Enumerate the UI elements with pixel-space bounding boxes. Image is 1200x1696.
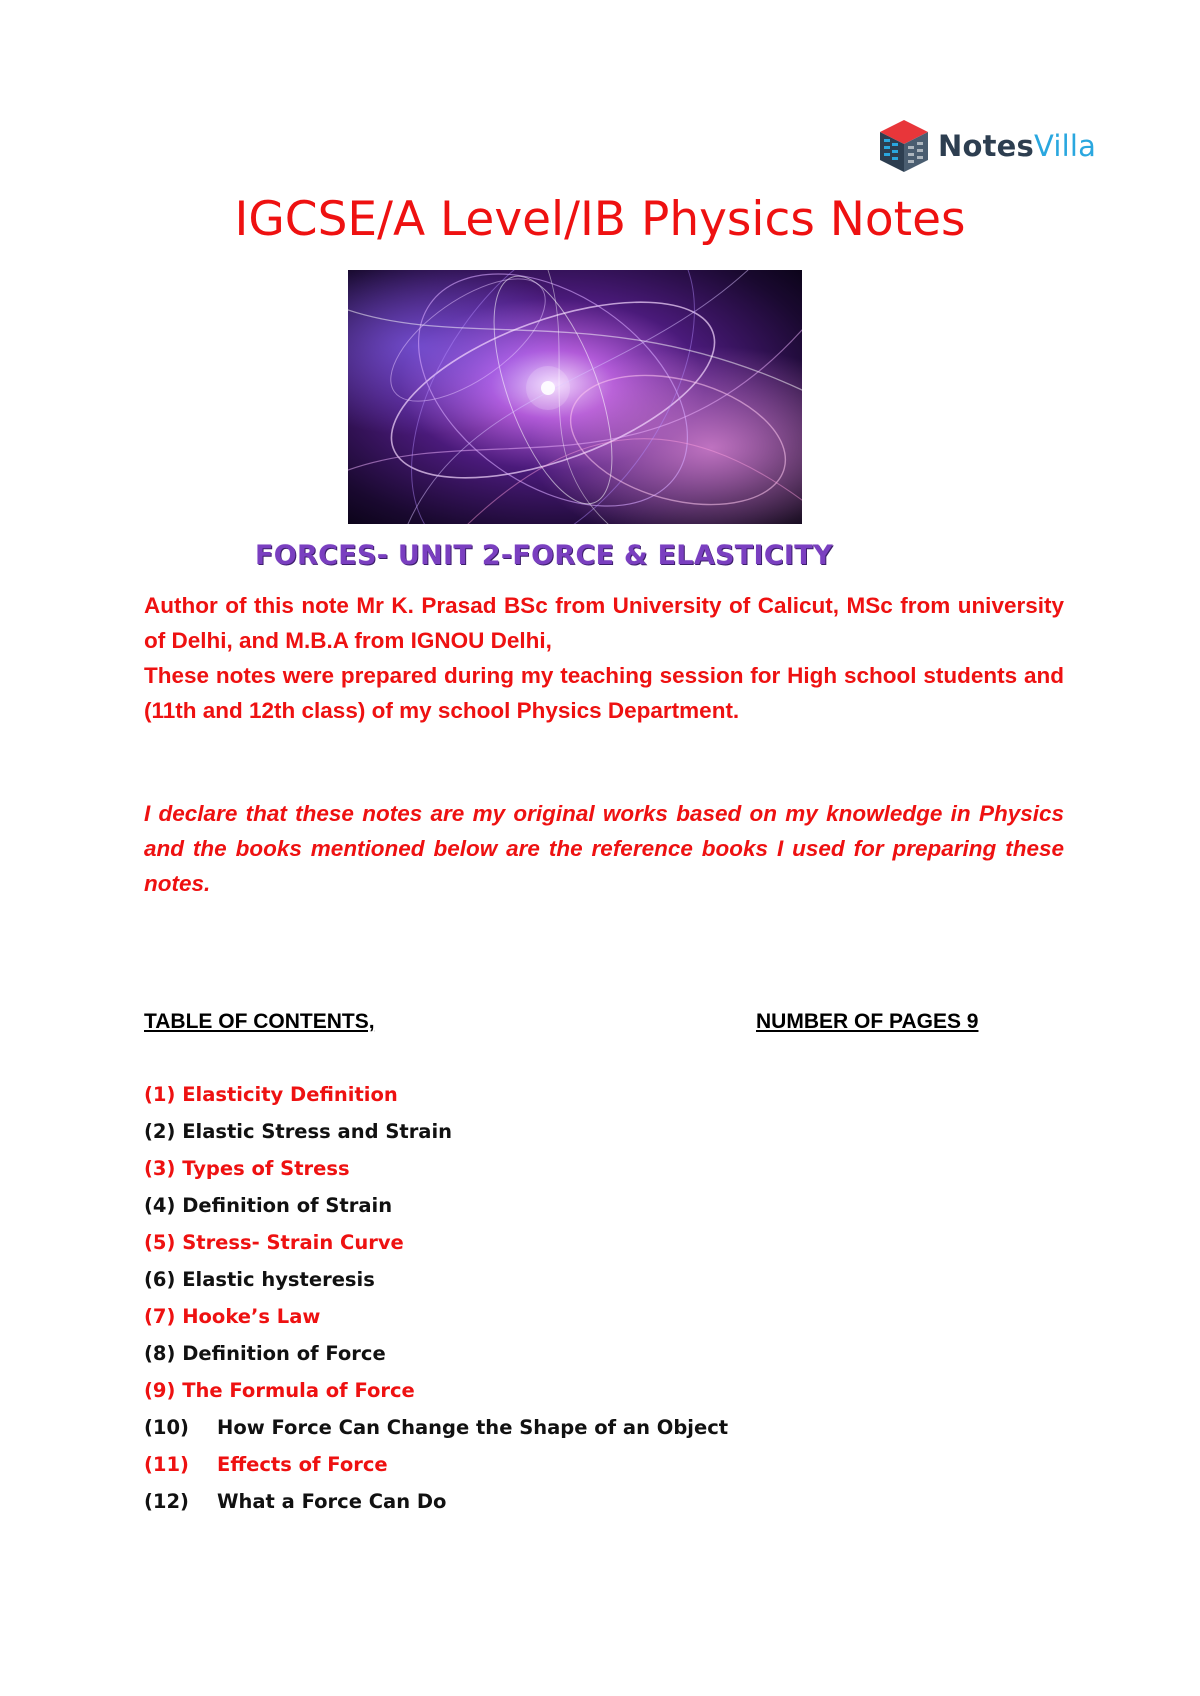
declaration-paragraph: I declare that these notes are my original works based on my knowledge in Physics and the books mentioned below are the reference books I used for preparing these notes. [144, 801, 1064, 896]
toc-item [144, 1187, 728, 1224]
toc-item [144, 1409, 728, 1446]
toc-item-label: Elastic hysteresis [182, 1268, 375, 1291]
toc-item-number: (6) [144, 1268, 176, 1291]
notesvilla-logo [878, 118, 1096, 174]
toc-item-number: (4) [144, 1194, 176, 1217]
toc-item [144, 1113, 728, 1150]
toc-item-number: (1) [144, 1083, 176, 1106]
toc-item [144, 1372, 728, 1409]
author-credentials: Author of this note Mr K. Prasad BSc from University of Calicut, MSc from university of Delhi, and M.B.A from IGNOU Delhi, [144, 593, 1064, 653]
toc-item-label: Types of Stress [182, 1157, 350, 1180]
toc-item-label: Hooke’s Law [182, 1305, 321, 1328]
toc-item [144, 1150, 728, 1187]
toc-item-label: Definition of Strain [182, 1194, 393, 1217]
toc-item-number: (9) [144, 1379, 176, 1402]
toc-item-label: The Formula of Force [182, 1379, 415, 1402]
toc-item [144, 1335, 728, 1372]
page-title: IGCSE/A Level/IB Physics Notes [234, 192, 966, 247]
unit-subtitle: FORCES- UNIT 2-FORCE & ELASTICITY [255, 540, 833, 571]
toc-item [144, 1224, 728, 1261]
toc-item-number: (5) [144, 1231, 176, 1254]
toc-item-label: What a Force Can Do [217, 1490, 447, 1513]
toc-item-label: How Force Can Change the Shape of an Object [217, 1416, 729, 1439]
author-paragraph [144, 588, 1064, 728]
toc-item-label: Definition of Force [182, 1342, 386, 1365]
toc-item [144, 1261, 728, 1298]
cosmic-lightfield-image [348, 270, 802, 524]
toc-item-label: Elasticity Definition [182, 1083, 398, 1106]
page-count-label: NUMBER OF PAGES 9 [756, 1010, 979, 1033]
toc-item-number: (12) [144, 1490, 189, 1513]
toc-item-number: (7) [144, 1305, 176, 1328]
toc-item [144, 1446, 728, 1483]
toc-item-number: (11) [144, 1453, 189, 1476]
toc-item-label: Effects of Force [217, 1453, 388, 1476]
logo-text-villa: Villa [1034, 129, 1097, 163]
logo-wordmark [938, 129, 1096, 163]
toc-heading: TABLE OF CONTENTS, [144, 1010, 375, 1033]
toc-item [144, 1483, 728, 1520]
logo-text-notes: Notes [938, 129, 1034, 163]
toc-item-label: Elastic Stress and Strain [182, 1120, 453, 1143]
toc-item [144, 1298, 728, 1335]
author-context: These notes were prepared during my teaching session for High school students and (11th and 12th class) of my school Physics Department. [144, 663, 1064, 723]
toc-item [144, 1076, 728, 1113]
toc-item-number: (10) [144, 1416, 189, 1439]
toc-item-number: (3) [144, 1157, 176, 1180]
toc-item-number: (8) [144, 1342, 176, 1365]
toc-item-number: (2) [144, 1120, 176, 1143]
cube-logo-icon [878, 118, 930, 174]
toc-list [144, 1076, 728, 1520]
toc-item-label: Stress- Strain Curve [182, 1231, 404, 1254]
